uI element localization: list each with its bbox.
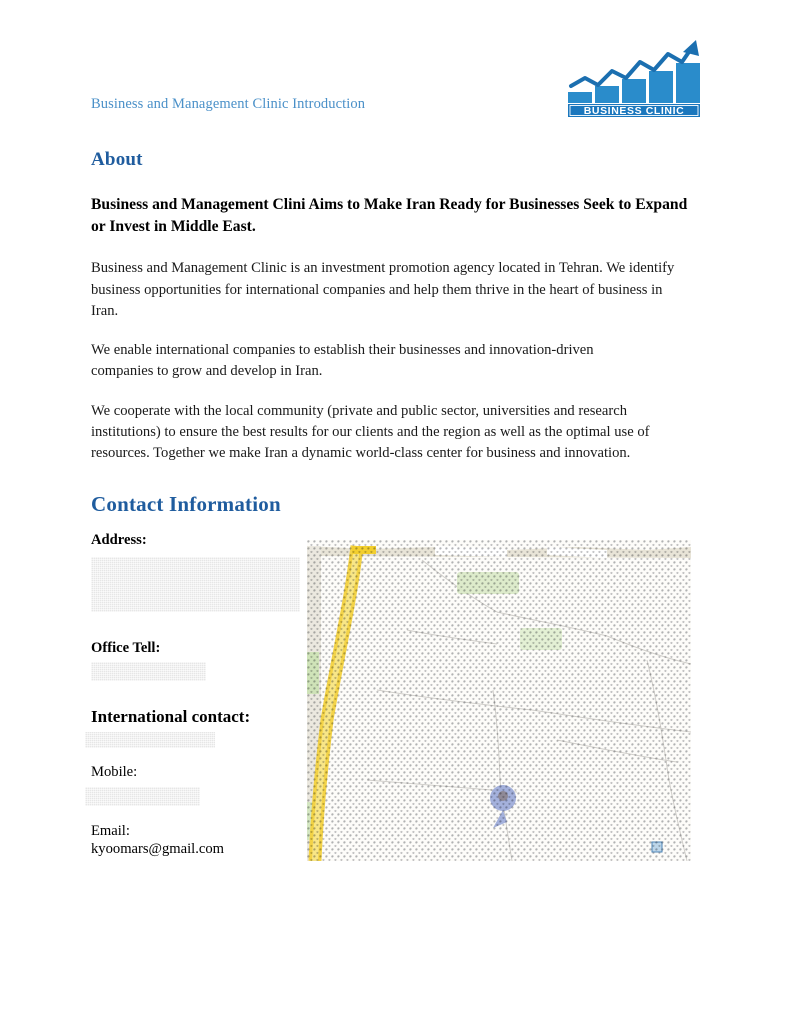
logo-graphic: [565, 38, 703, 118]
logo-bar-4: [649, 71, 673, 103]
mobile-label: Mobile:: [91, 764, 138, 781]
business-clinic-logo: [565, 38, 703, 118]
international-contact-label: International contact:: [91, 707, 251, 726]
logo-bar-1: [568, 92, 592, 103]
address-label: Address:: [91, 532, 147, 548]
logo-wordmark-text: BUSINESS CLINIC: [583, 105, 685, 117]
map-park-block-2: [520, 628, 562, 650]
address-value-redacted: [91, 557, 300, 612]
contact-details-column: [91, 532, 306, 859]
map-attribution-icon[interactable]: [652, 842, 662, 852]
contact-information-heading: Contact Information: [91, 492, 281, 516]
office-tell-value-redacted: [91, 662, 206, 681]
map-park-left-1: [307, 652, 319, 694]
about-section: [91, 194, 691, 465]
email-value[interactable]: kyoomars@gmail.com: [91, 841, 225, 858]
about-lead-statement: Business and Management Clini Aims to Make Iran Ready for Businesses Seek to Expand or Invest in Middle East.: [91, 196, 688, 236]
location-map[interactable]: [307, 540, 691, 861]
mobile-value-redacted: [85, 787, 200, 806]
international-contact-value-redacted: [85, 732, 215, 748]
header-title: Business and Management Clinic Introduction: [91, 96, 366, 112]
about-paragraph-3: We cooperate with the local community (private and public sector, universities and research institutions) to ensure the best results for our clients and the region as well as the optimal use of resources. Together we make Iran a dynamic world-class center for business and innovation.: [91, 402, 650, 462]
about-paragraph-2: We enable international companies to establish their businesses and innovation-driven companies to grow and develop in Iran.: [91, 342, 594, 380]
map-park-block-1: [457, 572, 519, 594]
about-paragraph-1: Business and Management Clinic is an investment promotion agency located in Tehran. We identify business opportunities for international companies and help them thrive in the heart of business in Iran.: [91, 260, 675, 319]
logo-bar-3: [622, 79, 646, 103]
office-tell-label: Office Tell:: [91, 639, 161, 656]
map-graphic: [307, 540, 691, 861]
logo-bar-5: [676, 63, 700, 103]
about-heading: About: [91, 149, 143, 170]
map-highway-shield: [352, 546, 376, 554]
email-label: Email:: [91, 822, 130, 839]
logo-bar-2: [595, 86, 619, 103]
document-header: [0, 0, 791, 135]
